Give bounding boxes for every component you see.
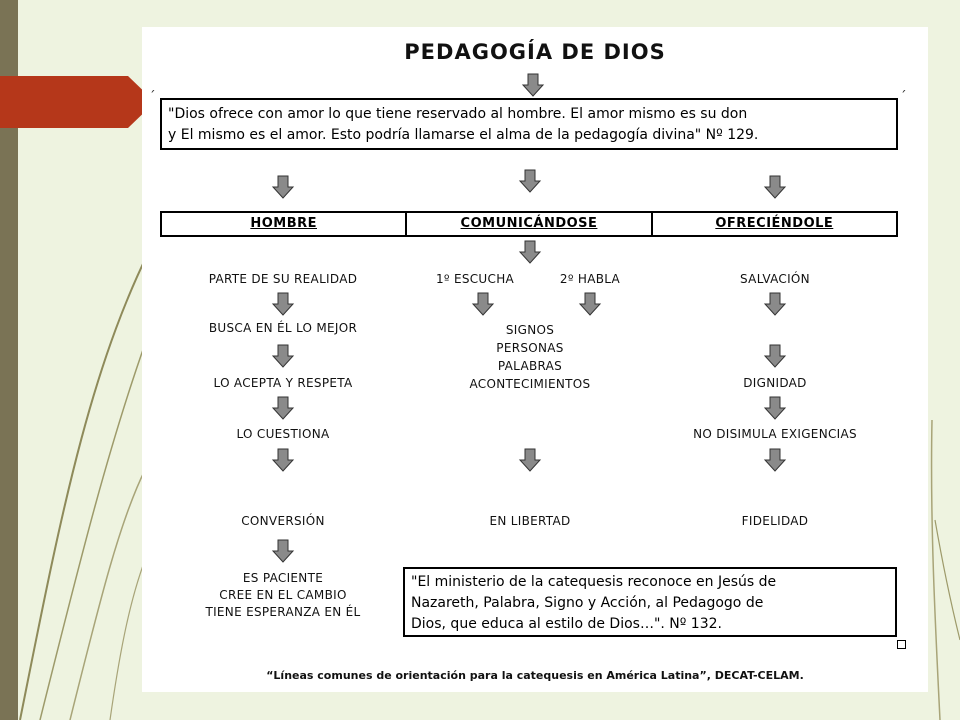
arrow-down-icon bbox=[273, 397, 293, 419]
hombre-item-5: CONVERSIÓN bbox=[241, 514, 325, 528]
corner-square-icon bbox=[897, 640, 906, 649]
ofreciendole-item-4: FIDELIDAD bbox=[741, 514, 809, 528]
header-comunicandose: COMUNICÁNDOSE bbox=[407, 213, 652, 235]
hombre-final-1: ES PACIENTE bbox=[242, 571, 324, 585]
signos-item-3: PALABRAS bbox=[497, 359, 563, 373]
bottom-quote-line1: "El ministerio de la catequesis reconoce en Jesús de bbox=[411, 574, 777, 590]
arrow-down-icon bbox=[273, 345, 293, 367]
header-ofreciendole: OFRECIÉNDOLE bbox=[715, 216, 834, 231]
ofreciendole-item-1: SALVACIÓN bbox=[740, 272, 810, 286]
footnote: “Líneas comunes de orientación para la catequesis en América Latina”, DECAT-CELAM. bbox=[266, 669, 804, 682]
bottom-quote-box bbox=[403, 567, 897, 637]
hombre-final-list bbox=[163, 570, 403, 621]
arrow-down-icon bbox=[765, 397, 785, 419]
comunicandose-habla: 2º HABLA bbox=[559, 272, 621, 286]
arrow-down-icon bbox=[273, 176, 293, 198]
top-quote-line2: y El mismo es el amor. Esto podría llamarse el alma de la pedagogía divina" Nº 129. bbox=[168, 127, 759, 143]
arrow-down-icon bbox=[520, 449, 540, 471]
comunicandose-escucha: 1º ESCUCHA bbox=[435, 272, 515, 286]
top-quote-box bbox=[160, 98, 898, 150]
arrow-down-icon bbox=[520, 170, 540, 192]
arrow-down-icon bbox=[520, 241, 540, 263]
arrow-down-icon bbox=[273, 540, 293, 562]
arrow-down-icon bbox=[765, 345, 785, 367]
arrow-down-icon bbox=[473, 293, 493, 315]
signos-item-2: PERSONAS bbox=[496, 341, 564, 355]
arrow-down-icon bbox=[580, 293, 600, 315]
arrow-down-icon bbox=[273, 449, 293, 471]
hombre-item-3: LO ACEPTA Y RESPETA bbox=[213, 376, 353, 390]
signos-list bbox=[405, 321, 655, 393]
signos-item-4: ACONTECIMIENTOS bbox=[469, 377, 591, 391]
bottom-quote-line2: Nazareth, Palabra, Signo y Acción, al Pedagogo de bbox=[411, 595, 764, 611]
hombre-item-1: PARTE DE SU REALIDAD bbox=[208, 272, 358, 286]
page-title: PEDAGOGÍA DE DIOS bbox=[404, 40, 666, 64]
hombre-item-4: LO CUESTIONA bbox=[236, 427, 330, 441]
arrow-down-icon bbox=[273, 293, 293, 315]
top-quote-line1: "Dios ofrece con amor lo que tiene reservado al hombre. El amor mismo es su don bbox=[168, 106, 748, 122]
arrow-down-icon bbox=[765, 293, 785, 315]
hombre-item-2: BUSCA EN ÉL LO MEJOR bbox=[208, 321, 358, 335]
header-hombre: HOMBRE bbox=[162, 213, 407, 235]
ofreciendole-item-3: NO DISIMULA EXIGENCIAS bbox=[693, 427, 857, 441]
bottom-quote-line3: Dios, que educa al estilo de Dios…". Nº 132. bbox=[411, 616, 722, 632]
hombre-final-2: CREE EN EL CAMBIO bbox=[219, 588, 347, 602]
signos-item-1: SIGNOS bbox=[505, 323, 555, 337]
arrow-down-icon bbox=[765, 449, 785, 471]
tick-mark-icon: ˊ bbox=[149, 90, 156, 105]
hombre-final-3: TIENE ESPERANZA EN ÉL bbox=[205, 605, 361, 619]
arrow-down-icon bbox=[523, 74, 543, 96]
ofreciendole-item-2: DIGNIDAD bbox=[743, 376, 807, 390]
header-row bbox=[160, 211, 898, 237]
comunicandose-result: EN LIBERTAD bbox=[489, 514, 571, 528]
arrow-down-icon bbox=[765, 176, 785, 198]
tick-mark-icon: ˊ bbox=[900, 90, 907, 105]
